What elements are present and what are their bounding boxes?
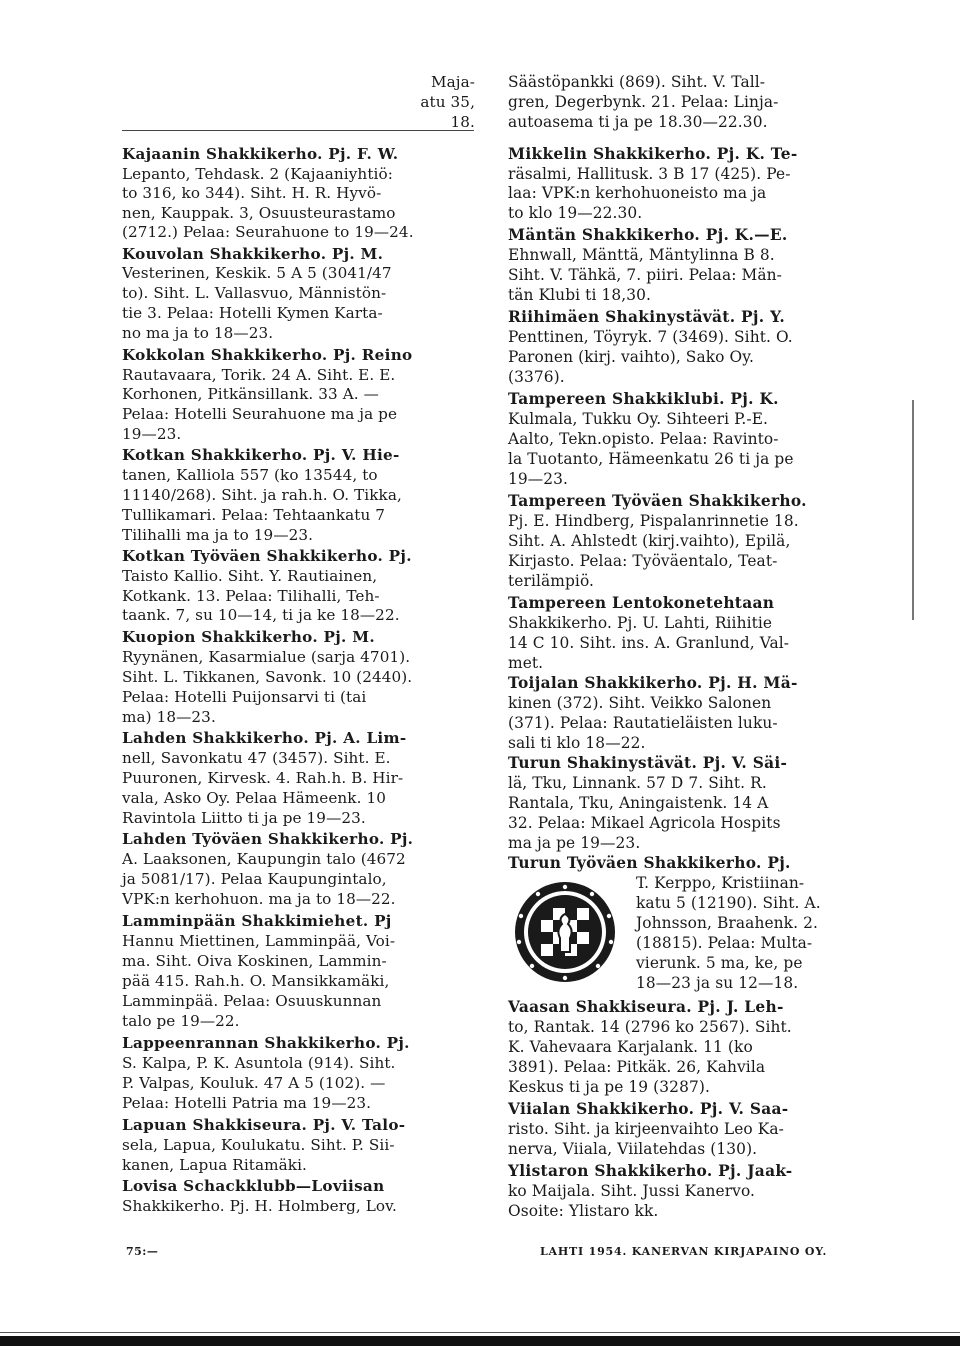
- text-line: (2712.) Pelaa: Seurahuone to 19—24.: [122, 223, 414, 241]
- text-line: Rautavaara, Torik. 24 A. Siht. E. E.: [122, 366, 396, 384]
- text-line: Lepanto, Tehdask. 2 (Kajaaniyhtiö:: [122, 165, 393, 183]
- text-line: Kotkank. 13. Pelaa: Tilihalli, Teh-: [122, 587, 380, 605]
- text-line: Osoite: Ylistaro kk.: [508, 1202, 659, 1220]
- text-line: Ryynänen, Kasarmialue (sarja 4701).: [122, 648, 411, 666]
- text-line: (371). Pelaa: Rautatieläisten luku-: [508, 714, 778, 732]
- printer-imprint: LAHTI 1954. KANERVAN KIRJAPAINO OY.: [540, 1245, 828, 1258]
- text-line: ko Maijala. Siht. Jussi Kanervo.: [508, 1182, 756, 1200]
- text-line: talo pe 19—22.: [122, 1012, 240, 1030]
- text-line: la Tuotanto, Hämeenkatu 26 ti ja pe: [508, 450, 794, 468]
- text-line: vala, Asko Oy. Pelaa Hämeenk. 10: [122, 789, 386, 807]
- text-line: sela, Lapua, Koulukatu. Siht. P. Sii-: [122, 1136, 395, 1154]
- text-line: Shakkikerho. Pj. H. Holmberg, Lov.: [122, 1197, 397, 1215]
- text-line: kinen (372). Siht. Veikko Salonen: [508, 694, 772, 712]
- text-line: 19—23.: [508, 470, 569, 488]
- text-line: Pelaa: Hotelli Puijonsarvi ti (tai: [122, 688, 367, 706]
- text-line: Tullikamari. Pelaa: Tehtaankatu 7: [122, 506, 386, 524]
- text-line: Pelaa: Hotelli Seurahuone ma ja pe: [122, 405, 398, 423]
- text-line: tanen, Kalliola 557 (ko 13544, to: [122, 466, 378, 484]
- text-line: nerva, Viiala, Viilatehdas (130).: [508, 1140, 758, 1158]
- entry-heading-line: Tampereen Lentokonetehtaan: [508, 594, 775, 612]
- text-line: ma. Siht. Oiva Koskinen, Lammin-: [122, 952, 387, 970]
- text-line: to klo 19—22.30.: [508, 204, 643, 222]
- text-line: risto. Siht. ja kirjeenvaihto Leo Ka-: [508, 1120, 784, 1138]
- text-line: tän Klubi ti 18,30.: [508, 286, 652, 304]
- entry-heading-line: Ylistaron Shakkikerho. Pj. Jaak-: [508, 1162, 793, 1180]
- text-line: autoasema ti ja pe 18.30—22.30.: [508, 113, 768, 131]
- text-line: 32. Pelaa: Mikael Agricola Hospits: [508, 814, 781, 832]
- text-line: Keskus ti ja pe 19 (3287).: [508, 1078, 710, 1096]
- entry-heading-line: Lahden Shakkikerho. Pj. A. Lim-: [122, 729, 407, 747]
- entry-heading-line: Viialan Shakkikerho. Pj. V. Saa-: [508, 1100, 789, 1118]
- entry-heading-line: Lovisa Schackklubb—Loviisan: [122, 1177, 385, 1195]
- text-line: Vesterinen, Keskik. 5 A 5 (3041/47: [122, 264, 392, 282]
- text-line: Pelaa: Hotelli Patria ma 19—23.: [122, 1094, 372, 1112]
- entry-heading-line: Tampereen Työväen Shakkikerho.: [508, 492, 807, 510]
- text-line: pää 415. Rah.h. O. Mansikkamäki,: [122, 972, 390, 990]
- text-line: 18—23 ja su 12—18.: [636, 974, 799, 992]
- text-line: 3891). Pelaa: Pitkäk. 26, Kahvila: [508, 1058, 766, 1076]
- text-line: gren, Degerbynk. 21. Pelaa: Linja-: [508, 93, 779, 111]
- text-line: Siht. L. Tikkanen, Savonk. 10 (2440).: [122, 668, 413, 686]
- page-number: 75:—: [126, 1245, 159, 1258]
- entry-heading-line: Lapuan Shakkiseura. Pj. V. Talo-: [122, 1116, 406, 1134]
- text-line: ma) 18—23.: [122, 708, 216, 726]
- text-line: katu 5 (12190). Siht. A.: [636, 894, 821, 912]
- text-line: to). Siht. L. Vallasvuo, Männistön-: [122, 284, 387, 302]
- entry-heading-line: Kotkan Työväen Shakkikerho. Pj.: [122, 547, 412, 565]
- text-line: räsalmi, Hallitusk. 3 B 17 (425). Pe-: [508, 165, 791, 183]
- text-line: nell, Savonkatu 47 (3457). Siht. E.: [122, 749, 391, 767]
- text-line: VPK:n kerhohuon. ma ja to 18—22.: [122, 890, 396, 908]
- text-line: vierunk. 5 ma, ke, pe: [636, 954, 803, 972]
- text-line: 11140/268). Siht. ja rah.h. O. Tikka,: [122, 486, 402, 504]
- scan-edge-line: [0, 1332, 960, 1333]
- club-emblem-icon: [508, 878, 622, 986]
- text-line: Kirjasto. Pelaa: Työväentalo, Teat-: [508, 552, 778, 570]
- text-line: ma ja pe 19—23.: [508, 834, 641, 852]
- text-line: Pj. E. Hindberg, Pispalanrinnetie 18.: [508, 512, 799, 530]
- text-line: met.: [508, 654, 544, 672]
- text-line: Rantala, Tku, Aningaistenk. 14 A: [508, 794, 769, 812]
- text-line: Korhonen, Pitkänsillank. 33 A. —: [122, 385, 379, 403]
- text-line: Paronen (kirj. vaihto), Sako Oy.: [508, 348, 754, 366]
- text-line: Ehnwall, Mänttä, Mäntylinna B 8.: [508, 246, 775, 264]
- text-line: nen, Kauppak. 3, Osuusteurastamo: [122, 204, 396, 222]
- text-line: Penttinen, Töyryk. 7 (3469). Siht. O.: [508, 328, 793, 346]
- text-line: (18815). Pelaa: Multa-: [636, 934, 813, 952]
- entry-heading-line: Kokkolan Shakkikerho. Pj. Reino: [122, 346, 413, 364]
- entry-heading-line: Vaasan Shakkiseura. Pj. J. Leh-: [508, 998, 784, 1016]
- text-line: T. Kerppo, Kristiinan-: [636, 874, 805, 892]
- text-line: Shakkikerho. Pj. U. Lahti, Riihitie: [508, 614, 773, 632]
- entry-heading-line: Mikkelin Shakkikerho. Pj. K. Te-: [508, 145, 798, 163]
- text-line: terilämpiö.: [508, 572, 595, 590]
- text-line: Lamminpää. Pelaa: Osuuskunnan: [122, 992, 382, 1010]
- scan-margin-mark: [912, 400, 914, 620]
- text-line: tie 3. Pelaa: Hotelli Kymen Karta-: [122, 304, 383, 322]
- text-line: Tilihalli ma ja to 19—23.: [122, 526, 314, 544]
- entry-heading-line: Tampereen Shakkiklubi. Pj. K.: [508, 390, 779, 408]
- text-line: atu 35,: [420, 93, 475, 111]
- text-line: to, Rantak. 14 (2796 ko 2567). Siht.: [508, 1018, 792, 1036]
- text-line: K. Vahevaara Karjalank. 11 (ko: [508, 1038, 753, 1056]
- entry-heading-line: Lappeenrannan Shakkikerho. Pj.: [122, 1034, 410, 1052]
- text-line: A. Laaksonen, Kaupungin talo (4672: [122, 850, 406, 868]
- text-line: laa: VPK:n kerhohuoneisto ma ja: [508, 184, 767, 202]
- text-line: kanen, Lapua Ritamäki.: [122, 1156, 307, 1174]
- text-line: no ma ja to 18—23.: [122, 324, 274, 342]
- text-line: Hannu Miettinen, Lamminpää, Voi-: [122, 932, 396, 950]
- text-line: ja 5081/17). Pelaa Kaupungintalo,: [122, 870, 387, 888]
- entry-heading-line: Kouvolan Shakkikerho. Pj. M.: [122, 245, 384, 263]
- entry-heading-line: Turun Työväen Shakkikerho. Pj.: [508, 854, 791, 872]
- text-line: lä, Tku, Linnank. 57 D 7. Siht. R.: [508, 774, 767, 792]
- text-line: Kulmala, Tukku Oy. Sihteeri P.-E.: [508, 410, 769, 428]
- text-line: S. Kalpa, P. K. Asuntola (914). Siht.: [122, 1054, 396, 1072]
- text-line: Aalto, Tekn.opisto. Pelaa: Ravinto-: [508, 430, 779, 448]
- text-line: Säästöpankki (869). Siht. V. Tall-: [508, 73, 766, 91]
- text-line: (3376).: [508, 368, 565, 386]
- text-line: Puuronen, Kirvesk. 4. Rah.h. B. Hir-: [122, 769, 404, 787]
- header-rule: [122, 130, 474, 131]
- text-line: Siht. A. Ahlstedt (kirj.vaihto), Epilä,: [508, 532, 791, 550]
- entry-heading-line: Turun Shakinystävät. Pj. V. Säi-: [508, 754, 788, 772]
- entry-heading-line: Kuopion Shakkikerho. Pj. M.: [122, 628, 375, 646]
- scan-edge-bar: [0, 1336, 960, 1346]
- text-line: Maja-: [430, 73, 475, 91]
- text-line: 14 C 10. Siht. ins. A. Granlund, Val-: [508, 634, 790, 652]
- text-line: P. Valpas, Kouluk. 47 A 5 (102). —: [122, 1074, 386, 1092]
- entry-heading-line: Lahden Työväen Shakkikerho. Pj.: [122, 830, 414, 848]
- entry-heading-line: Kotkan Shakkikerho. Pj. V. Hie-: [122, 446, 400, 464]
- text-line: Taisto Kallio. Siht. Y. Rautiainen,: [122, 567, 378, 585]
- entry-heading-line: Lamminpään Shakkimiehet. Pj: [122, 912, 392, 930]
- text-line: 18.: [450, 113, 475, 131]
- text-line: Siht. V. Tähkä, 7. piiri. Pelaa: Män-: [508, 266, 782, 284]
- entry-heading-line: Kajaanin Shakkikerho. Pj. F. W.: [122, 145, 399, 163]
- text-line: sali ti klo 18—22.: [508, 734, 646, 752]
- text-line: Johnsson, Braahenk. 2.: [636, 914, 818, 932]
- entry-heading-line: Toijalan Shakkikerho. Pj. H. Mä-: [508, 674, 798, 692]
- text-line: taank. 7, su 10—14, ti ja ke 18—22.: [122, 606, 400, 624]
- text-line: 19—23.: [122, 425, 182, 443]
- text-line: Ravintola Liitto ti ja pe 19—23.: [122, 809, 366, 827]
- entry-heading-line: Riihimäen Shakinystävät. Pj. Y.: [508, 308, 786, 326]
- entry-heading-line: Mäntän Shakkikerho. Pj. K.—E.: [508, 226, 788, 244]
- text-line: to 316, ko 344). Siht. H. R. Hyvö-: [122, 184, 382, 202]
